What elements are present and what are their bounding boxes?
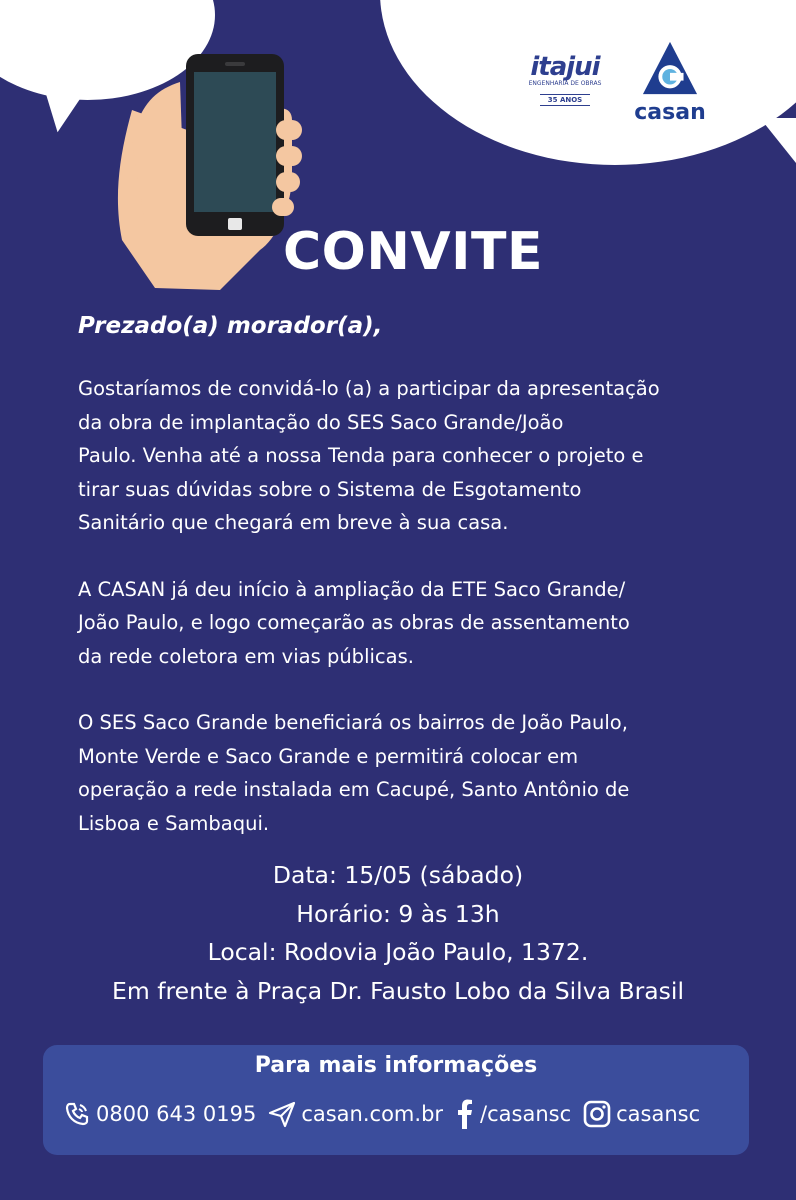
event-time: Horário: 9 às 13h [296, 899, 500, 928]
paragraph-2: A CASAN já deu início à ampliação da ETE Saco Grande/ João Paulo, e logo começarão as obras de assentamento da rede coletora em vias públicas. [78, 577, 630, 668]
contact-phone[interactable] [63, 1100, 256, 1128]
contact-website[interactable] [268, 1100, 443, 1128]
paragraph-3: O SES Saco Grande beneficiará os bairros de João Paulo, Monte Verde e Saco Grande e permitirá colocar em operação a rede instalada em Cacupé, Santo Antônio de Lisboa e Sambaqui. [78, 711, 630, 835]
contact-phone-number: 0800 643 0195 [96, 1102, 257, 1126]
phone-icon [63, 1100, 91, 1128]
contact-instagram-handle: casansc [616, 1102, 701, 1126]
casan-logo-mark-icon [641, 40, 699, 98]
itajui-logo [515, 52, 615, 106]
partner-logos [515, 40, 725, 130]
event-details [0, 856, 796, 1010]
facebook-icon [455, 1099, 475, 1129]
title-wrapper [0, 222, 796, 282]
paragraph-1: Gostaríamos de convidá-lo (a) a participar da apresentação da obra de implantação do SES Saco Grande/João Paulo. Venha até a nossa Tenda para conhecer o projeto e tirar suas dúvidas sobre o Sistema de Esgotamento Sanitário que chegará em breve à sua casa. [78, 377, 660, 534]
casan-logo [625, 40, 715, 125]
page-title: CONVITE [283, 222, 543, 282]
contact-info-title: Para mais informações [254, 1053, 538, 1078]
event-location: Local: Rodovia João Paulo, 1372. [207, 938, 589, 966]
event-reference: Em frente à Praça Dr. Fausto Lobo da Silva Brasil [112, 976, 684, 1005]
invitation-body [78, 372, 758, 873]
contact-info-row [63, 1099, 743, 1129]
instagram-icon [583, 1100, 611, 1128]
itajui-logo-years: 35 ANOS [540, 94, 590, 106]
itajui-logo-name: itajui [530, 52, 600, 82]
event-date: Data: 15/05 (sábado) [272, 861, 524, 889]
contact-instagram[interactable] [583, 1100, 700, 1128]
contact-facebook[interactable] [455, 1099, 571, 1129]
contact-info-box [43, 1045, 749, 1155]
itajui-logo-subtitle: ENGENHARIA DE OBRAS [528, 80, 602, 87]
contact-website-url: casan.com.br [301, 1102, 444, 1126]
contact-facebook-handle: /casansc [480, 1102, 572, 1126]
paper-plane-icon [268, 1100, 296, 1128]
casan-logo-name: casan [634, 100, 706, 125]
greeting: Prezado(a) morador(a), [78, 313, 383, 339]
speech-bubble-right-tail [760, 118, 796, 168]
